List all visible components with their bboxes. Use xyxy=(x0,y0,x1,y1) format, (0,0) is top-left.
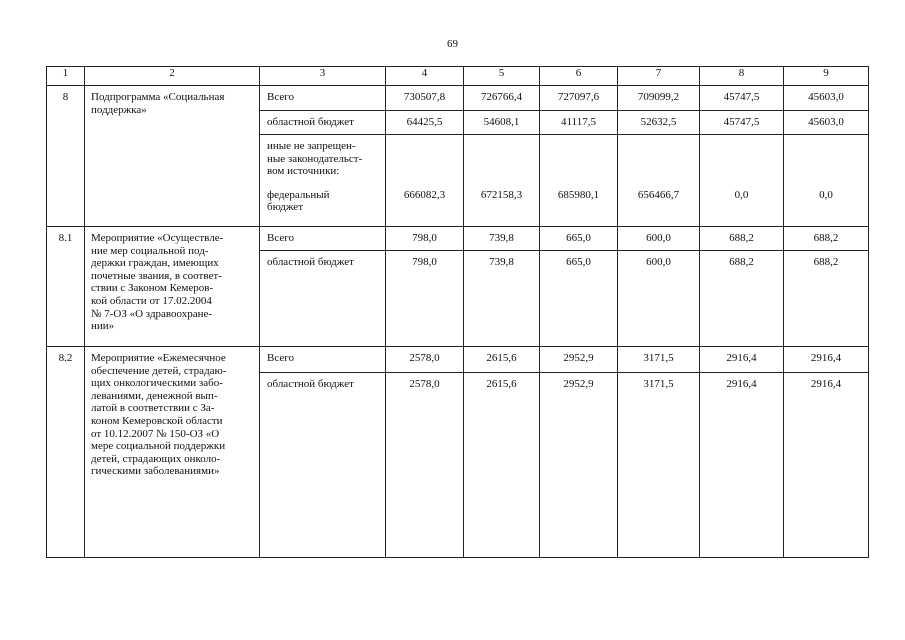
name-line: нии» xyxy=(91,320,115,333)
name-line: Подпрограмма «Социальная xyxy=(91,91,225,103)
name-line: обеспечение детей, страдаю- xyxy=(91,364,227,377)
table-cell: 0,0 xyxy=(700,189,784,227)
name-line: латой в соответствии с За- xyxy=(91,402,215,415)
column-header: 6 xyxy=(540,67,618,86)
table-cell: 0,0 xyxy=(784,189,869,227)
label-line: иные не запрещен- xyxy=(267,140,356,152)
source-label xyxy=(260,135,386,189)
row-code: 8 xyxy=(47,86,85,227)
table-cell: 2578,0 xyxy=(386,347,464,373)
table-cell: 52632,5 xyxy=(618,111,700,135)
source-label: областной бюджет xyxy=(260,111,386,135)
table-cell: 688,2 xyxy=(700,251,784,347)
name-line: ние мер социальной под- xyxy=(91,244,209,257)
table-cell: 2916,4 xyxy=(700,373,784,558)
table-cell: 688,2 xyxy=(700,227,784,251)
table-cell: 45747,5 xyxy=(700,86,784,111)
name-line: держки граждан, имеющих xyxy=(91,257,219,270)
name-line: кой области от 17.02.2004 xyxy=(91,294,212,307)
table-cell: 666082,3 xyxy=(386,189,464,227)
source-label: Всего xyxy=(260,227,386,251)
table-cell: 2916,4 xyxy=(700,347,784,373)
table-cell: 739,8 xyxy=(464,251,540,347)
table-cell: 2952,9 xyxy=(540,373,618,558)
row-name xyxy=(85,227,260,347)
table-cell xyxy=(540,135,618,189)
source-label: Всего xyxy=(260,86,386,111)
source-label xyxy=(260,189,386,227)
table-cell: 798,0 xyxy=(386,251,464,347)
table-cell xyxy=(784,135,869,189)
column-header: 4 xyxy=(386,67,464,86)
row-code: 8.1 xyxy=(47,227,85,347)
table-row xyxy=(47,86,869,111)
source-label: областной бюджет xyxy=(260,373,386,558)
table-cell: 798,0 xyxy=(386,227,464,251)
column-header: 3 xyxy=(260,67,386,86)
column-header: 8 xyxy=(700,67,784,86)
name-line: леваниями, денежной вып- xyxy=(91,389,218,402)
table-cell: 709099,2 xyxy=(618,86,700,111)
column-header: 5 xyxy=(464,67,540,86)
table-cell xyxy=(700,135,784,189)
table-row xyxy=(47,347,869,373)
source-label: областной бюджет xyxy=(260,251,386,347)
table-cell: 2615,6 xyxy=(464,373,540,558)
table-cell: 3171,5 xyxy=(618,373,700,558)
table-cell: 727097,6 xyxy=(540,86,618,111)
table-cell: 688,2 xyxy=(784,251,869,347)
table-cell: 600,0 xyxy=(618,251,700,347)
table-cell: 45603,0 xyxy=(784,111,869,135)
column-header: 1 xyxy=(47,67,85,86)
table-cell xyxy=(386,135,464,189)
table-cell: 41117,5 xyxy=(540,111,618,135)
page-number: 69 xyxy=(447,38,458,50)
table-cell: 656466,7 xyxy=(618,189,700,227)
name-line: щих онкологическими забо- xyxy=(91,377,223,390)
name-line: коном Кемеровской области xyxy=(91,414,223,427)
name-line: № 7-ОЗ «О здравоохране- xyxy=(91,307,213,320)
table-cell: 45747,5 xyxy=(700,111,784,135)
name-line: Мероприятие «Ежемесячное xyxy=(91,352,226,364)
row-name xyxy=(85,347,260,558)
table-row xyxy=(47,227,869,251)
table-cell: 2952,9 xyxy=(540,347,618,373)
label-line: ные законодательст- xyxy=(267,152,363,165)
table-cell: 45603,0 xyxy=(784,86,869,111)
budget-table xyxy=(46,66,869,558)
table-cell: 685980,1 xyxy=(540,189,618,227)
name-line: от 10.12.2007 № 150-ОЗ «О xyxy=(91,427,220,440)
name-line: Мероприятие «Осуществле- xyxy=(91,232,224,244)
name-line: поддержка» xyxy=(91,103,147,116)
table-cell: 3171,5 xyxy=(618,347,700,373)
table-cell: 2916,4 xyxy=(784,373,869,558)
source-label: Всего xyxy=(260,347,386,373)
column-header: 2 xyxy=(85,67,260,86)
label-line: федеральный xyxy=(267,188,330,201)
table-cell: 726766,4 xyxy=(464,86,540,111)
table-cell: 2578,0 xyxy=(386,373,464,558)
column-header: 9 xyxy=(784,67,869,86)
name-line: почетные звания, в соответ- xyxy=(91,269,222,282)
name-line: детей, страдающих онколо- xyxy=(91,452,221,465)
label-line: вом источники: xyxy=(267,165,340,178)
header-row xyxy=(47,67,869,86)
table-cell: 2615,6 xyxy=(464,347,540,373)
table-cell: 665,0 xyxy=(540,227,618,251)
column-header: 7 xyxy=(618,67,700,86)
table-cell: 600,0 xyxy=(618,227,700,251)
name-line: ствии с Законом Кемеров- xyxy=(91,282,214,295)
table-cell: 64425,5 xyxy=(386,111,464,135)
row-code: 8.2 xyxy=(47,347,85,558)
table-cell: 730507,8 xyxy=(386,86,464,111)
label-line: бюджет xyxy=(267,201,303,214)
table-cell xyxy=(618,135,700,189)
table-cell: 665,0 xyxy=(540,251,618,347)
row-name xyxy=(85,86,260,227)
name-line: гическими заболеваниями» xyxy=(91,465,220,478)
table-cell: 688,2 xyxy=(784,227,869,251)
table-cell: 54608,1 xyxy=(464,111,540,135)
table-cell: 2916,4 xyxy=(784,347,869,373)
table-cell: 672158,3 xyxy=(464,189,540,227)
name-line: мере социальной поддержки xyxy=(91,440,226,453)
table-cell: 739,8 xyxy=(464,227,540,251)
table-cell xyxy=(464,135,540,189)
